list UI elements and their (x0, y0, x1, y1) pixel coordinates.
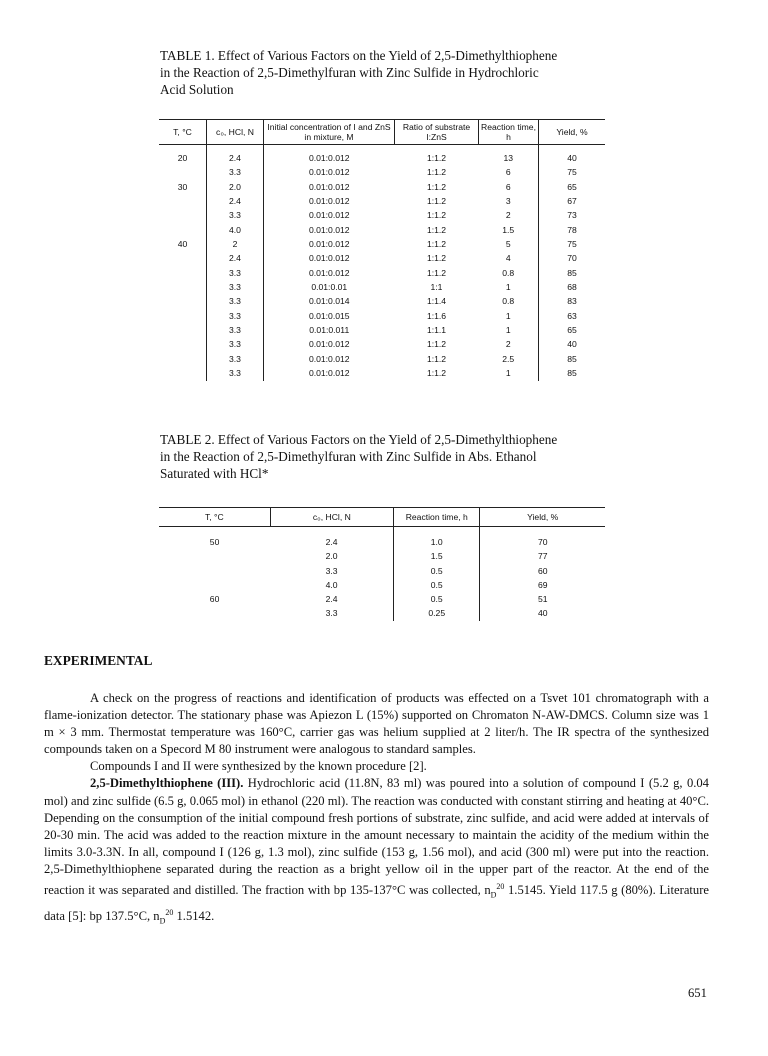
table-cell: 1:1.2 (426, 339, 447, 350)
table-cell: 1:1.2 (426, 353, 447, 364)
table-cell: 3.3 (207, 208, 264, 222)
table-cell: 1:1.2 (426, 167, 447, 178)
table-cell: 1:1.2 (426, 210, 447, 221)
table-cell (159, 223, 207, 237)
table1-header-hcl: c₀, HCl, N (207, 120, 264, 145)
table-row (159, 578, 605, 592)
table-cell: 1:1.2 (426, 253, 447, 264)
table-cell: 63 (567, 310, 577, 321)
table-cell: 2 (207, 237, 264, 251)
table-cell: 0.01:0.012 (308, 368, 350, 379)
table-cell: 3.3 (207, 309, 264, 323)
experimental-body (44, 690, 709, 930)
table-cell: 2.0 (270, 549, 393, 563)
table-cell: 3.3 (207, 280, 264, 294)
table1-body (159, 145, 605, 381)
table-cell: 69 (537, 579, 548, 590)
table-cell: 1.5 (394, 549, 480, 563)
table-cell (159, 606, 270, 620)
experimental-heading: EXPERIMENTAL (44, 653, 153, 668)
table1-header-yield: Yield, % (539, 120, 606, 145)
table-cell: 85 (567, 267, 577, 278)
table-cell: 3.3 (207, 323, 264, 337)
table-cell (159, 251, 207, 265)
table-cell: 2.4 (207, 194, 264, 208)
table-cell: 3.3 (207, 165, 264, 179)
table-cell: 3.3 (207, 352, 264, 366)
table-cell: 40 (567, 153, 577, 163)
table-cell: 0.01:0.012 (308, 167, 350, 178)
table-cell: 1:1.2 (426, 181, 447, 192)
table2-body (159, 527, 605, 621)
table-cell: 1:1.2 (426, 224, 447, 235)
table-cell: 85 (567, 353, 577, 364)
table-row (159, 323, 605, 337)
table-cell: 1 (479, 323, 539, 337)
table-cell: 3.3 (207, 266, 264, 280)
nd-subscript: D (490, 890, 497, 900)
experimental-paragraph: A check on the progress of reactions and identification of products was effected on a Tsvet 101 chromatograph with a flame-ionization detector. The stationary phase was Apiezon L (15%) supported on Chromaton N-AW-DMCS. Column size was 1 m × 3 mm. Thermostat temperature was 160°C, carrier gas was helium supplied at 2 liter/h. The IR spectra of the synthesized compounds taken on a Specord M 80 instrument were analogous to standard samples. (44, 691, 709, 757)
table1-header-ratio: Ratio of substrate I:ZnS (395, 120, 479, 145)
table-cell: 0.8 (479, 294, 539, 308)
experimental-paragraph: Compounds I and II were synthesized by the known procedure [2]. (90, 759, 427, 774)
table-cell: 0.01:0.01 (311, 282, 348, 293)
table-cell: 2.4 (270, 592, 393, 606)
table-cell: 0.01:0.012 (308, 239, 350, 250)
table-cell: 1:1.2 (426, 153, 447, 163)
procedure-text: Hydrochloric acid (11.8N, 83 ml) was poured into a solution of compound I (5.2 g, 0.04 mol) and zinc sulfide (6.5 g, 0.065 mol) in ethanol (220 ml). The reaction was conducted with constant stirring and heating at 40°C. Depending on the consumption of the initial compound fresh portions of substrate, zinc sulfide, and acid were added at intervals of 20-30 min. The acid was added to the reaction mixture in the amount necessary to maintain the acidity of the medium within the limits 3.0-3.3N. In all, compound I (126 g, 1.3 mol), zinc sulfide (153 g, 1.56 mol), and acid (300 ml) were put into the reaction. 2,5-Dimethylthiophene separated during the reaction as a bright yellow oil in the upper part of the reactor. At the end of the reaction it was separated and distilled. The fraction with bp 135-137°C was collected, n (44, 776, 709, 898)
table2-header-temperature: T, °C (159, 508, 270, 527)
table-cell: 60 (537, 565, 548, 576)
table-row (159, 294, 605, 308)
nd-superscript: 20 (496, 882, 505, 892)
table-cell: 65 (567, 181, 577, 192)
table-cell: 1:1.6 (426, 310, 447, 321)
table-row (159, 266, 605, 280)
table-cell (159, 165, 207, 179)
table-cell (159, 280, 207, 294)
table-cell: 5 (479, 237, 539, 251)
table-cell: 73 (567, 210, 577, 221)
table-cell (159, 266, 207, 280)
table-cell: 30 (159, 180, 207, 194)
table2-header-hcl: c₀, HCl, N (270, 508, 393, 527)
table-row (159, 280, 605, 294)
table-cell (159, 564, 270, 578)
table-cell (159, 352, 207, 366)
table-cell: 68 (567, 282, 577, 293)
table-row (159, 606, 605, 620)
table-cell (159, 194, 207, 208)
table-cell: 75 (567, 239, 577, 250)
table-row (159, 208, 605, 222)
table1-header-concentration: Initial concentration of I and ZnS in mixture, M (264, 120, 395, 145)
table-cell: 67 (567, 196, 577, 207)
table-cell: 4.0 (207, 223, 264, 237)
procedure-text: 1.5145. Yield 117.5 g (80%). Literature data [5]: bp 137.5°C, n (44, 883, 709, 924)
table-row (159, 535, 605, 549)
table-cell: 85 (567, 368, 577, 379)
table-row (159, 165, 605, 179)
table-cell (159, 549, 270, 563)
table-cell (159, 309, 207, 323)
table-cell: 0.01:0.011 (309, 325, 350, 336)
table-row (159, 180, 605, 194)
table-cell: 40 (567, 339, 577, 350)
table-cell: 13 (479, 151, 539, 165)
table-cell: 1:1.2 (426, 368, 447, 379)
table-cell: 4.0 (270, 578, 393, 592)
table-cell: 78 (567, 224, 577, 235)
nd-subscript: D (159, 916, 166, 926)
table-cell: 2.4 (207, 251, 264, 265)
table2-caption (160, 431, 624, 482)
table-cell: 0.01:0.012 (308, 253, 350, 264)
table-cell: 2.0 (207, 180, 264, 194)
table-cell: 2.4 (207, 151, 264, 165)
table-cell: 0.01:0.015 (308, 310, 350, 321)
table-cell: 0.01:0.012 (308, 196, 350, 207)
table-cell: 65 (567, 325, 577, 336)
table-row (159, 237, 605, 251)
table-cell: 1:1.2 (426, 239, 447, 250)
procedure-text: 1.5142. (173, 909, 215, 924)
table2-header-row (159, 508, 605, 527)
table-cell: 77 (537, 551, 548, 562)
table-cell: 6 (479, 180, 539, 194)
table-cell: 40 (537, 608, 548, 619)
table-cell: 1.0 (394, 535, 480, 549)
table-cell: 1:1 (430, 282, 443, 293)
table-cell (159, 208, 207, 222)
table-cell: 1.5 (479, 223, 539, 237)
table-row (159, 564, 605, 578)
table-cell: 51 (537, 594, 548, 605)
table2-header-time: Reaction time, h (394, 508, 480, 527)
table-cell: 3.3 (207, 337, 264, 351)
table-cell: 1:1.2 (426, 196, 447, 207)
table1-header-time: Reaction time, h (479, 120, 539, 145)
table-row (159, 251, 605, 265)
table-cell: 3.3 (207, 294, 264, 308)
table-cell: 83 (567, 296, 577, 307)
table-cell: 2 (479, 337, 539, 351)
table-row (159, 592, 605, 606)
table-row (159, 309, 605, 323)
table-cell: 2.4 (270, 535, 393, 549)
table-row (159, 366, 605, 380)
table2 (159, 507, 605, 621)
table-cell: 0.01:0.012 (308, 339, 350, 350)
table-cell: 0.01:0.012 (308, 210, 350, 221)
table-cell: 75 (567, 167, 577, 178)
table-cell: 2 (479, 208, 539, 222)
table-cell: 0.5 (394, 564, 480, 578)
table-cell: 2.5 (479, 352, 539, 366)
table-cell: 50 (209, 537, 220, 547)
table-cell: 3 (479, 194, 539, 208)
table-cell: 1 (479, 309, 539, 323)
table-cell: 60 (209, 594, 220, 605)
nd-superscript: 20 (165, 907, 174, 917)
table-row (159, 151, 605, 165)
table-cell: 1 (479, 280, 539, 294)
table-cell (159, 366, 207, 380)
table-cell: 6 (479, 165, 539, 179)
table-cell (159, 578, 270, 592)
table1-header-row (159, 120, 605, 145)
table-cell: 0.01:0.014 (308, 296, 350, 307)
table-cell: 20 (159, 151, 207, 165)
table-row (159, 549, 605, 563)
table-cell: 0.01:0.012 (308, 353, 350, 364)
table-cell: 1:1.1 (426, 325, 447, 336)
table-cell: 0.25 (394, 606, 480, 620)
table-cell: 1:1.4 (426, 296, 447, 307)
table-row (159, 352, 605, 366)
experimental-paragraph (44, 775, 709, 929)
table1-caption (160, 47, 624, 98)
table1-caption-line: TABLE 1. Effect of Various Factors on the Yield of 2,5-Dimethylthiophene (160, 48, 558, 63)
table-cell (159, 294, 207, 308)
table-cell: 0.8 (479, 266, 539, 280)
table1-caption-line: Acid Solution (160, 82, 234, 97)
table-row (159, 337, 605, 351)
page-number: 651 (688, 986, 707, 1000)
table-cell: 0.5 (394, 592, 480, 606)
table-cell: 3.3 (270, 564, 393, 578)
table-cell: 70 (537, 537, 548, 547)
table-cell: 0.01:0.012 (308, 224, 350, 235)
table2-header-yield: Yield, % (480, 508, 605, 527)
table-cell: 4 (479, 251, 539, 265)
table-cell: 3.3 (270, 606, 393, 620)
table2-caption-line: Saturated with HCl* (160, 466, 269, 481)
table-cell (159, 337, 207, 351)
table1-caption-line: in the Reaction of 2,5-Dimethylfuran with Zinc Sulfide in Hydrochloric (160, 65, 539, 80)
table1 (159, 119, 605, 381)
table-cell: 70 (567, 253, 577, 264)
compound-title: 2,5-Dimethylthiophene (III). (90, 776, 244, 791)
table1-header-temperature: T, °C (159, 120, 207, 145)
table-cell: 40 (159, 237, 207, 251)
table-cell: 0.01:0.012 (308, 181, 350, 192)
table-cell: 3.3 (207, 366, 264, 380)
table-cell: 0.01:0.012 (308, 153, 350, 163)
table-cell (159, 323, 207, 337)
table-cell: 1:1.2 (426, 267, 447, 278)
table-cell: 1 (479, 366, 539, 380)
table2-caption-line: TABLE 2. Effect of Various Factors on the Yield of 2,5-Dimethylthiophene (160, 432, 558, 447)
table2-caption-line: in the Reaction of 2,5-Dimethylfuran with Zinc Sulfide in Abs. Ethanol (160, 449, 537, 464)
table-cell: 0.01:0.012 (308, 267, 350, 278)
table-row (159, 194, 605, 208)
table-row (159, 223, 605, 237)
table-cell: 0.5 (394, 578, 480, 592)
